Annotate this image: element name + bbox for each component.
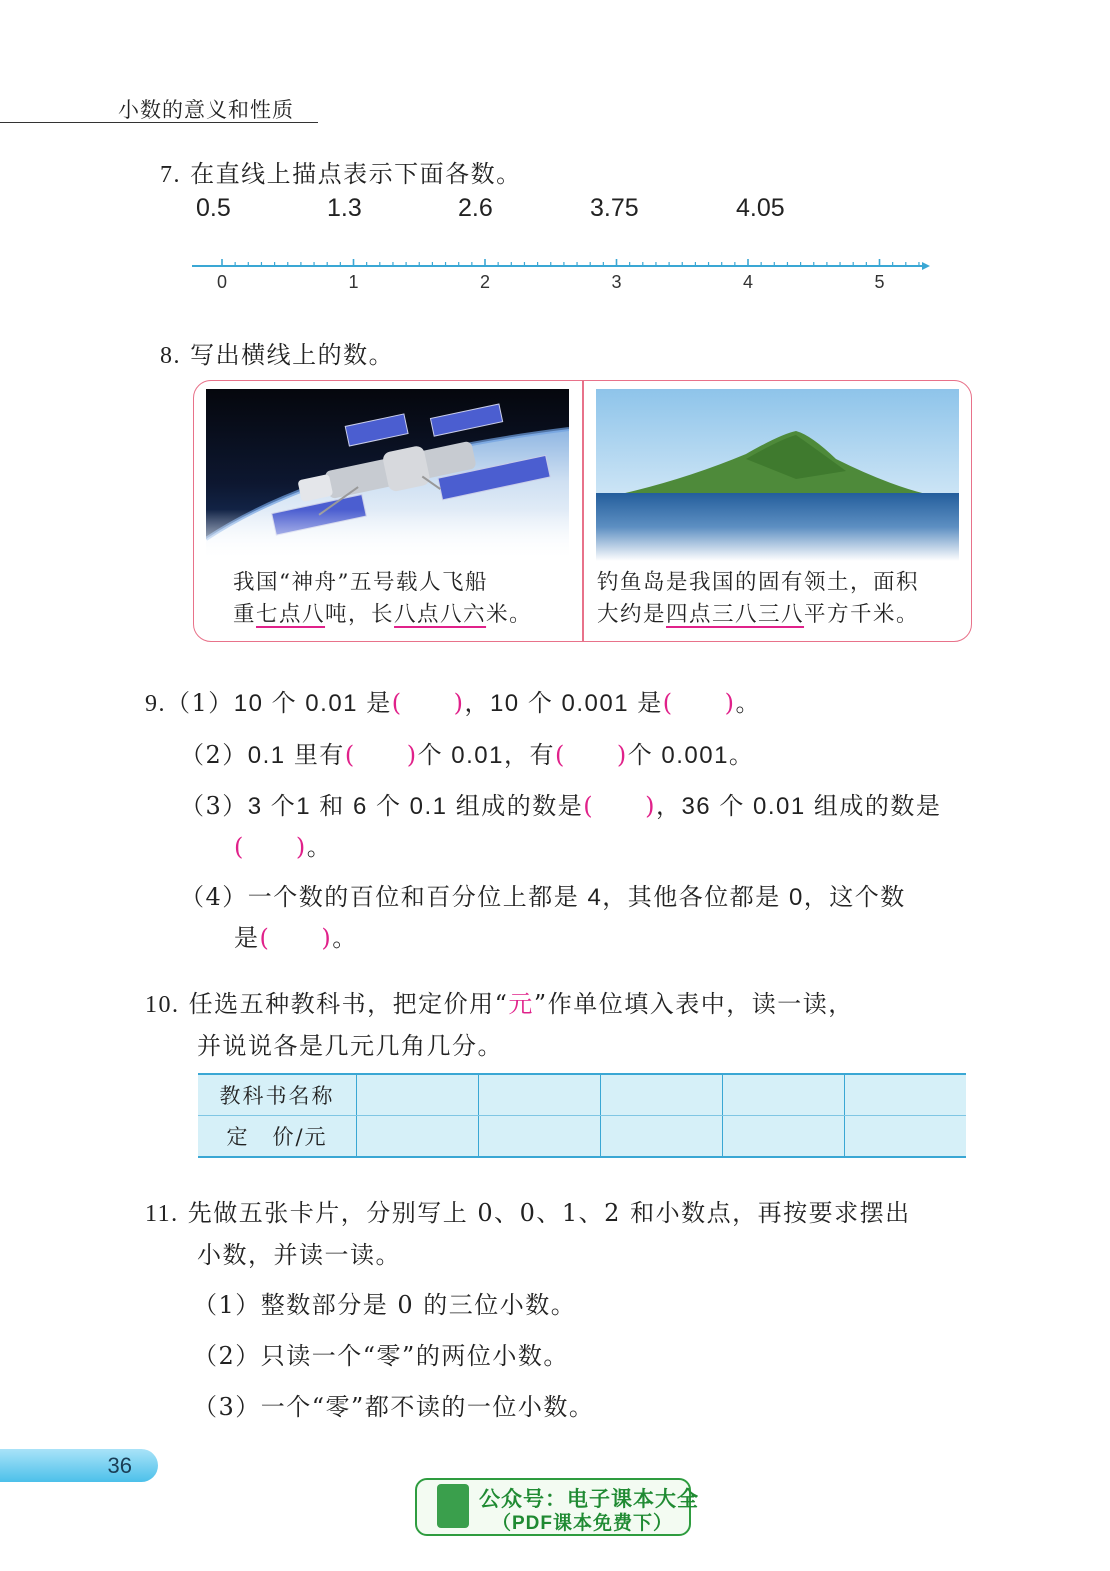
- table-row: [198, 1074, 966, 1116]
- q9-part4: （4）一个数的百位和百分位上都是 4，其他各位都是 0，这个数: [180, 883, 906, 911]
- q11-line1: 11. 先做五张卡片，分别写上 0、0、1、2 和小数点，再按要求摆出: [145, 1199, 911, 1227]
- table-cell[interactable]: [357, 1074, 479, 1116]
- q10-line2: 并说说各是几元几角几分。: [197, 1032, 503, 1060]
- spacecraft-image: [206, 389, 569, 561]
- table-cell[interactable]: [845, 1116, 967, 1158]
- q7-value-5: 4.05: [736, 194, 785, 222]
- q11-item-2: （2）只读一个“零”的两位小数。: [193, 1342, 569, 1370]
- header-rule: [0, 122, 318, 123]
- q11-line2: 小数，并读一读。: [197, 1241, 401, 1269]
- q9-4-blank[interactable]: ( ): [259, 924, 333, 952]
- q7-number: 7.: [160, 162, 181, 188]
- number-line-tick-label: 1: [348, 272, 359, 292]
- number-line-ticks: [192, 259, 926, 292]
- q10-line1: 10. 任选五种教科书，把定价用“元”作单位填入表中，读一读，: [145, 990, 854, 1018]
- q8-number: 8.: [160, 343, 181, 369]
- textbook-price-table: [198, 1073, 966, 1158]
- spacecraft-caption: [233, 567, 532, 631]
- spacecraft-caption-line2: 重七点八吨，长八点八六米。: [233, 602, 533, 627]
- q9-2-blank-a[interactable]: ( ): [344, 741, 418, 769]
- island-caption-line2: 大约是四点三八三八平方千米。: [597, 602, 920, 627]
- q11-item-3: （3）一个“零”都不读的一位小数。: [193, 1393, 595, 1421]
- q9-3-blank-a[interactable]: ( ): [583, 792, 656, 820]
- promo-line1: 公众号：电子课本大全: [479, 1488, 699, 1511]
- q10-unit: 元: [508, 990, 534, 1018]
- q7-text: 在直线上描点表示下面各数。: [190, 160, 522, 188]
- number-line-tick-label: 5: [874, 272, 885, 292]
- q9-part1: 9.（1）10 个 0.01 是( )，10 个 0.001 是( )。: [145, 689, 761, 717]
- q7-value-2: 1.3: [327, 194, 362, 222]
- q9-number: 9.: [145, 691, 166, 717]
- q8-frame-divider: [582, 381, 584, 641]
- q9-part4-cont: 是( )。: [234, 924, 358, 952]
- promo-line2: （PDF课本免费下）: [492, 1513, 674, 1534]
- spacecraft-caption-line1: 我国“神舟”五号载人飞船: [233, 570, 488, 595]
- table-cell[interactable]: [723, 1074, 845, 1116]
- spacecraft-weight-underline: 七点八: [256, 602, 326, 627]
- number-line-tick-label: 4: [742, 272, 754, 292]
- book-icon: [437, 1484, 469, 1528]
- textbook-name-header: 教科书名称: [198, 1074, 357, 1116]
- number-line-tick-label: 2: [479, 272, 491, 292]
- running-header: 小数的意义和性质: [118, 98, 294, 122]
- q7-value-1: 0.5: [196, 194, 231, 222]
- q9-part3-cont: ( )。: [234, 833, 333, 861]
- q9-3-blank-b[interactable]: ( ): [234, 833, 307, 861]
- island-caption-line1: 钓鱼岛是我国的固有领土，面积: [597, 570, 920, 595]
- table-cell[interactable]: [601, 1074, 723, 1116]
- q9-part2: （2）0.1 里有( )个 0.01，有( )个 0.001。: [180, 741, 755, 769]
- q10-number: 10.: [145, 992, 180, 1018]
- table-cell[interactable]: [601, 1116, 723, 1158]
- q8-prompt: [160, 335, 394, 370]
- page-number: 36: [107, 1453, 132, 1478]
- q7-value-4: 3.75: [590, 194, 639, 222]
- number-line-arrow: [922, 262, 930, 270]
- q7-prompt: [160, 154, 522, 189]
- q9-part3: （3）3 个1 和 6 个 0.1 组成的数是( )，36 个 0.01 组成的数是: [180, 792, 942, 820]
- table-cell[interactable]: [479, 1074, 601, 1116]
- island-area-underline: 四点三八三八: [666, 602, 805, 627]
- q8-text: 写出横线上的数。: [190, 341, 395, 369]
- table-cell[interactable]: [357, 1116, 479, 1158]
- q9-1-blank-a[interactable]: ( ): [391, 689, 465, 717]
- price-header: 定 价/元: [198, 1116, 357, 1158]
- q7-value-3: 2.6: [458, 194, 493, 222]
- diaoyu-island-image: [596, 389, 959, 561]
- table-row: [198, 1116, 966, 1158]
- table-cell[interactable]: [479, 1116, 601, 1158]
- q11-item-1: （1）整数部分是 0 的三位小数。: [193, 1291, 577, 1319]
- number-line-tick-label: 0: [216, 272, 228, 292]
- number-line-tick-label: 3: [611, 272, 622, 292]
- q9-1-blank-b[interactable]: ( ): [662, 689, 736, 717]
- q9-2-blank-b[interactable]: ( ): [554, 741, 628, 769]
- number-line: [190, 250, 940, 295]
- spacecraft-length-underline: 八点八六: [394, 602, 487, 627]
- table-cell[interactable]: [723, 1116, 845, 1158]
- q11-number: 11.: [145, 1201, 179, 1227]
- island-caption: [597, 567, 919, 631]
- table-cell[interactable]: [845, 1074, 967, 1116]
